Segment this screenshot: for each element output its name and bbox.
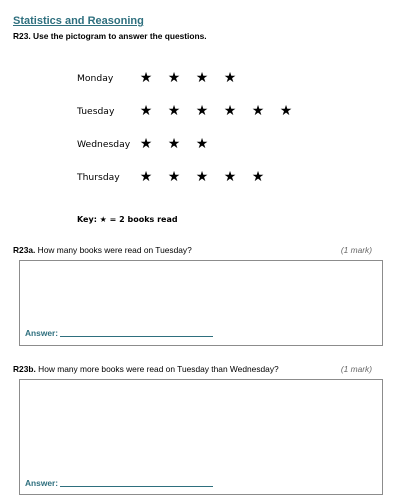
pictogram-day-label: Monday — [77, 73, 114, 84]
question-number: R23b. — [13, 364, 36, 374]
answer-line[interactable] — [60, 336, 213, 337]
star-icon: ★ — [167, 70, 181, 86]
pictogram-key: Key: ★ = 2 books read — [77, 215, 178, 224]
answer-label: Answer: — [25, 478, 59, 488]
question-r23a — [13, 245, 192, 255]
pictogram-day-label: Tuesday — [77, 106, 115, 117]
star-icon: ★ — [139, 103, 153, 119]
question-text: How many more books were read on Tuesday than Wednesday? — [35, 364, 279, 374]
star-icon: ★ — [223, 169, 237, 185]
question-r23b — [13, 364, 279, 374]
star-icon: ★ — [223, 70, 237, 86]
pictogram-day-label: Thursday — [77, 172, 120, 183]
star-icon: ★ — [167, 103, 181, 119]
star-icon: ★ — [139, 169, 153, 185]
star-icon: ★ — [195, 136, 209, 152]
answer-label: Answer: — [25, 328, 59, 338]
question-marks: (1 mark) — [340, 364, 372, 374]
star-icon: ★ — [195, 70, 209, 86]
star-icon: ★ — [223, 103, 237, 119]
question-marks: (1 mark) — [340, 245, 372, 255]
star-icon: ★ — [251, 169, 265, 185]
answer-line[interactable] — [60, 486, 213, 487]
question-text: How many books were read on Tuesday? — [35, 245, 192, 255]
star-icon: ★ — [139, 70, 153, 86]
pictogram-day-label: Wednesday — [77, 139, 131, 150]
answer-box-r23b[interactable] — [19, 379, 383, 495]
star-icon: ★ — [167, 169, 181, 185]
star-icon: ★ — [279, 103, 293, 119]
star-icon: ★ — [167, 136, 181, 152]
answer-box-r23a[interactable] — [19, 260, 383, 346]
star-icon: ★ — [251, 103, 265, 119]
star-icon: ★ — [195, 103, 209, 119]
star-icon: ★ — [195, 169, 209, 185]
question-number: R23a. — [13, 245, 36, 255]
section-title: Statistics and Reasoning — [13, 15, 144, 27]
question-heading: R23. Use the pictogram to answer the questions. — [13, 31, 207, 41]
star-icon: ★ — [139, 136, 153, 152]
